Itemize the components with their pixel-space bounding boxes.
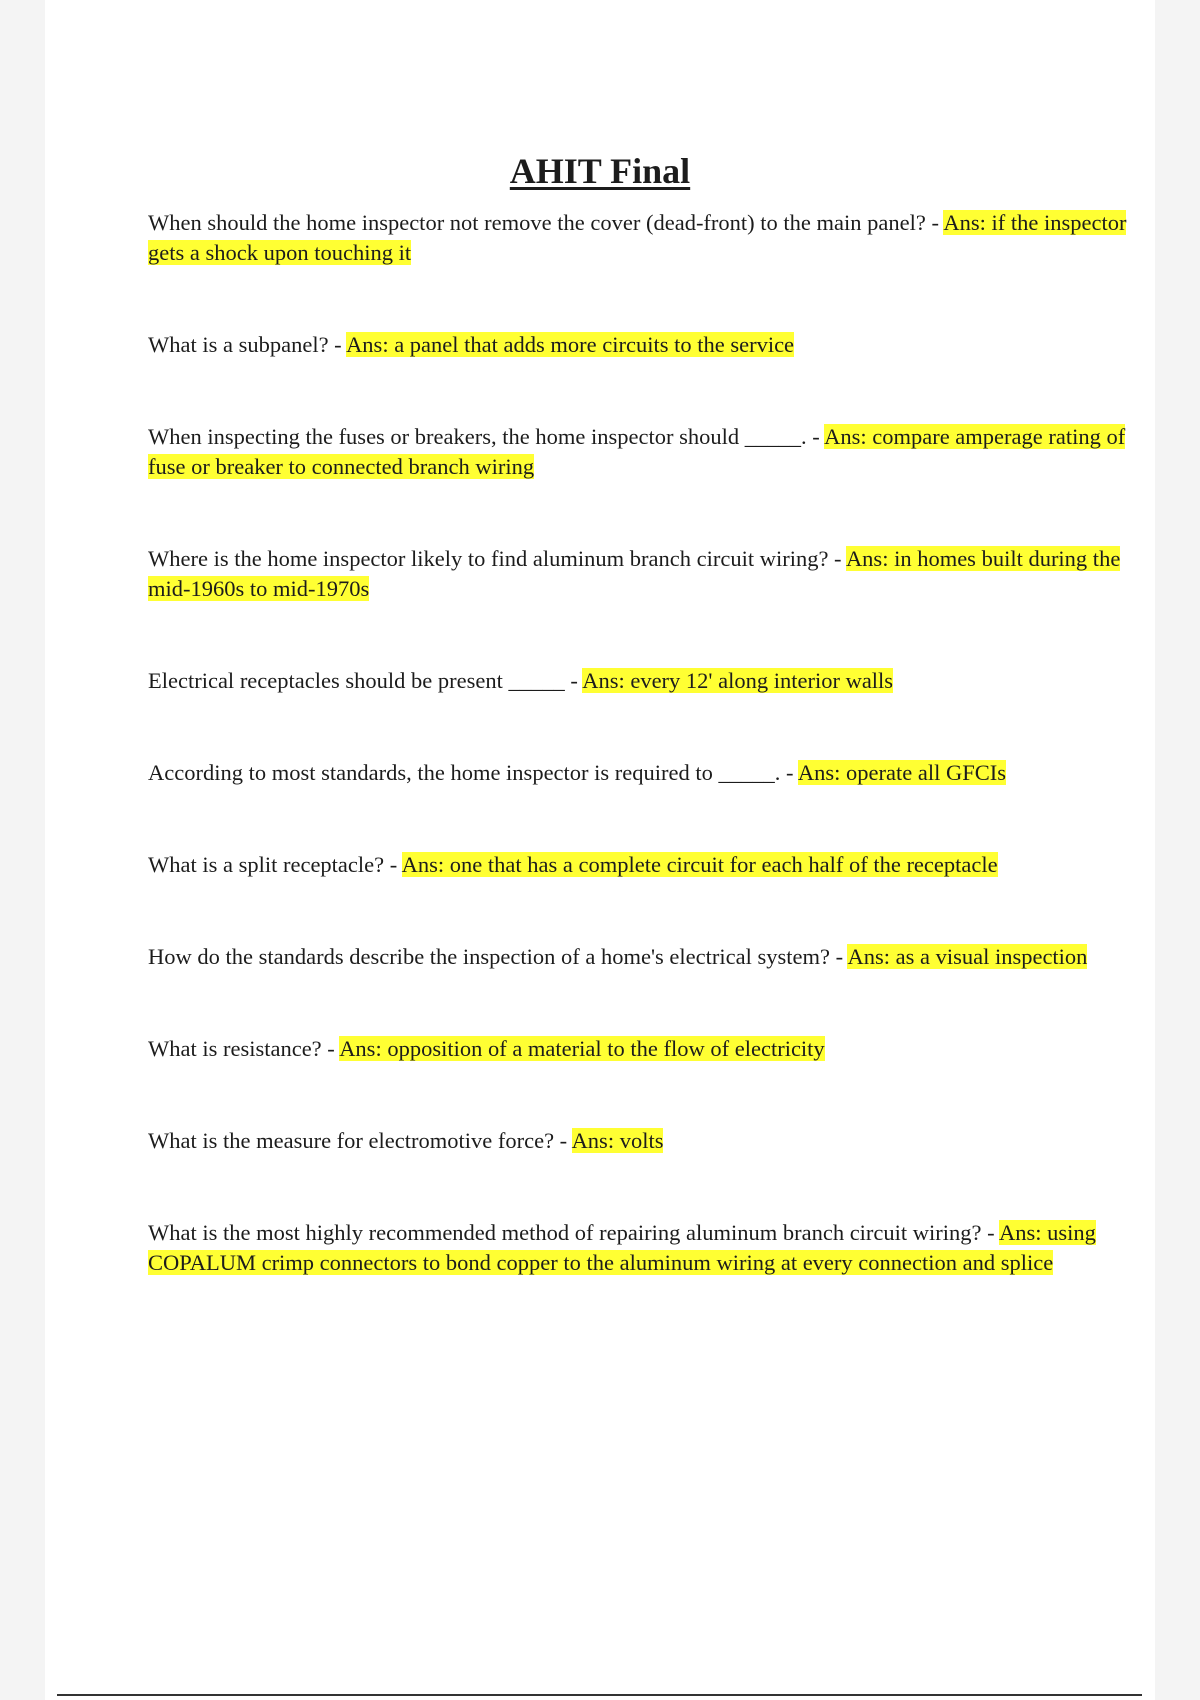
question-text: Electrical receptacles should be present _____ -	[148, 668, 583, 693]
qa-list	[148, 208, 1133, 1340]
answer-highlight: Ans: operate all GFCIs	[797, 760, 1006, 785]
answer-highlight: Ans: volts	[571, 1128, 664, 1153]
page-bottom-rule	[57, 1694, 1142, 1696]
qa-item-7	[148, 850, 1133, 880]
qa-item-10	[148, 1126, 1133, 1156]
qa-item-6	[148, 758, 1133, 788]
answer-highlight: Ans: compare amperage rating of fuse or breaker to connected branch wiring	[148, 424, 1126, 479]
qa-item-3	[148, 422, 1133, 482]
qa-item-5	[148, 666, 1133, 696]
answer-highlight: Ans: opposition of a material to the flow of electricity	[339, 1036, 825, 1061]
answer-highlight: Ans: in homes built during the mid-1960s to mid-1970s	[148, 546, 1121, 601]
question-text: When should the home inspector not remove the cover (dead-front) to the main panel? -	[148, 210, 944, 235]
question-text: What is a subpanel? -	[148, 332, 347, 357]
answer-highlight: Ans: one that has a complete circuit for each half of the receptacle	[401, 852, 998, 877]
question-text: What is resistance? -	[148, 1036, 340, 1061]
answer-highlight: Ans: using COPALUM crimp connectors to bond copper to the aluminum wiring at every connection and splice	[148, 1220, 1096, 1275]
qa-item-8	[148, 942, 1133, 972]
qa-item-1	[148, 208, 1133, 268]
question-text: When inspecting the fuses or breakers, the home inspector should _____. -	[148, 424, 825, 449]
answer-highlight: Ans: every 12' along interior walls	[582, 668, 894, 693]
document-title: AHIT Final	[509, 151, 691, 191]
answer-highlight: Ans: as a visual inspection	[847, 944, 1088, 969]
answer-highlight: Ans: if the inspector gets a shock upon touching it	[148, 210, 1127, 265]
question-text: Where is the home inspector likely to find aluminum branch circuit wiring? -	[148, 546, 846, 571]
question-text: What is the measure for electromotive force? -	[148, 1128, 572, 1153]
document-page	[45, 0, 1155, 1700]
question-text: What is a split receptacle? -	[148, 852, 402, 877]
qa-item-9	[148, 1034, 1133, 1064]
question-text: What is the most highly recommended method of repairing aluminum branch circuit wiring? -	[148, 1220, 1000, 1245]
question-text: According to most standards, the home inspector is required to _____. -	[148, 760, 798, 785]
qa-item-11	[148, 1218, 1133, 1278]
question-text: How do the standards describe the inspection of a home's electrical system? -	[148, 944, 848, 969]
answer-highlight: Ans: a panel that adds more circuits to the service	[346, 332, 795, 357]
qa-item-2	[148, 330, 1133, 360]
qa-item-4	[148, 544, 1133, 604]
